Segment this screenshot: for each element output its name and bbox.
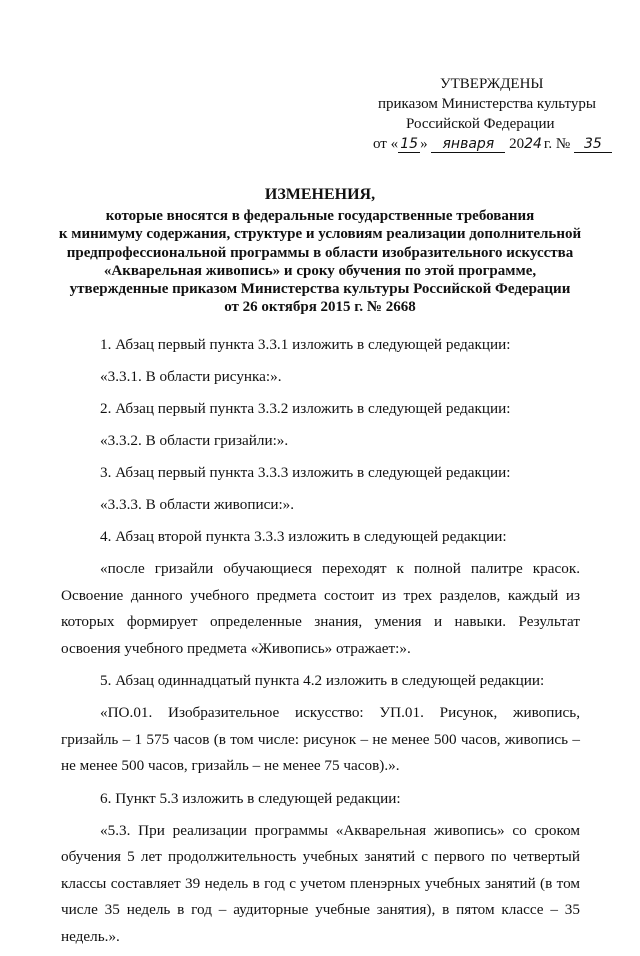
title-line: предпрофессиональной программы в области изобразительного искусства — [66, 244, 574, 261]
approval-line-1: приказом Министерства культуры — [378, 96, 596, 112]
title-line: утвержденные приказом Министерства культуры Российской Федерации — [69, 281, 571, 298]
title-line: к минимуму содержания, структуре и условиям реализации дополнительной — [58, 226, 582, 243]
date-day-handwritten: 15 — [398, 137, 420, 153]
approval-date-line — [360, 134, 610, 154]
date-mid: » — [420, 136, 428, 152]
title-line: «Акварельная живопись» и сроку обучения по этой программе, — [103, 262, 537, 279]
date-year-handwritten: 24 — [524, 136, 542, 152]
paragraph: «после гризайли обучающиеся переходят к полной палитре красок. Освоение данного учебного предмета состоит из трех разделов, каждый из которых формирует определенные знания, умения и навыки. Результат освоения учебного предмета «Живопись» отражает:». — [61, 560, 580, 657]
paragraph: 1. Абзац первый пункта 3.3.1 изложить в следующей редакции: — [100, 336, 511, 353]
paragraph: «3.3.3. В области живописи:». — [100, 496, 295, 513]
date-number-handwritten: 35 — [574, 137, 612, 153]
date-year-prefix: 20 — [509, 136, 525, 152]
approval-heading: УТВЕРЖДЕНЫ — [440, 76, 544, 92]
approval-block — [360, 74, 610, 154]
document-body — [61, 332, 580, 956]
approval-line-2: Российской Федерации — [406, 116, 555, 132]
paragraph: 3. Абзац первый пункта 3.3.3 изложить в следующей редакции: — [100, 464, 511, 481]
date-number-label: г. № — [543, 136, 571, 152]
date-prefix: от « — [373, 136, 399, 152]
title-line: которые вносятся в федеральные государственные требования — [105, 208, 535, 225]
paragraph: 6. Пункт 5.3 изложить в следующей редакции: — [100, 789, 401, 807]
document-title — [40, 186, 600, 316]
paragraph: 5. Абзац одиннадцатый пункта 4.2 изложить в следующей редакции: — [100, 672, 545, 689]
paragraph: 2. Абзац первый пункта 3.3.2 изложить в следующей редакции: — [100, 400, 511, 417]
paragraph: «ПО.01. Изобразительное искусство: УП.01. Рисунок, живопись, гризайль – 1 575 часов (в том числе: рисунок – не менее 500 часов, живопись – не менее 500 часов, гризайль – не менее 75 часов).». — [61, 704, 580, 774]
paragraph: «3.3.1. В области рисунка:». — [100, 368, 282, 385]
date-month-handwritten: января — [431, 137, 505, 153]
paragraph: «3.3.2. В области гризайли:». — [100, 432, 289, 449]
title-line: от 26 октября 2015 г. № 2668 — [224, 299, 416, 316]
paragraph: 4. Абзац второй пункта 3.3.3 изложить в следующей редакции: — [100, 528, 507, 545]
title-main: ИЗМЕНЕНИЯ, — [264, 186, 376, 203]
paragraph: «5.3. При реализации программы «Акварельная живопись» со сроком обучения 5 лет продолжительность учебных занятий с первого по четвертый классы составляет 39 недель в год с учетом пленэрных учебных занятий (в том числе 35 недель в год – аудиторные учебные занятия), в пятом классе – 35 недель.». — [61, 821, 580, 945]
